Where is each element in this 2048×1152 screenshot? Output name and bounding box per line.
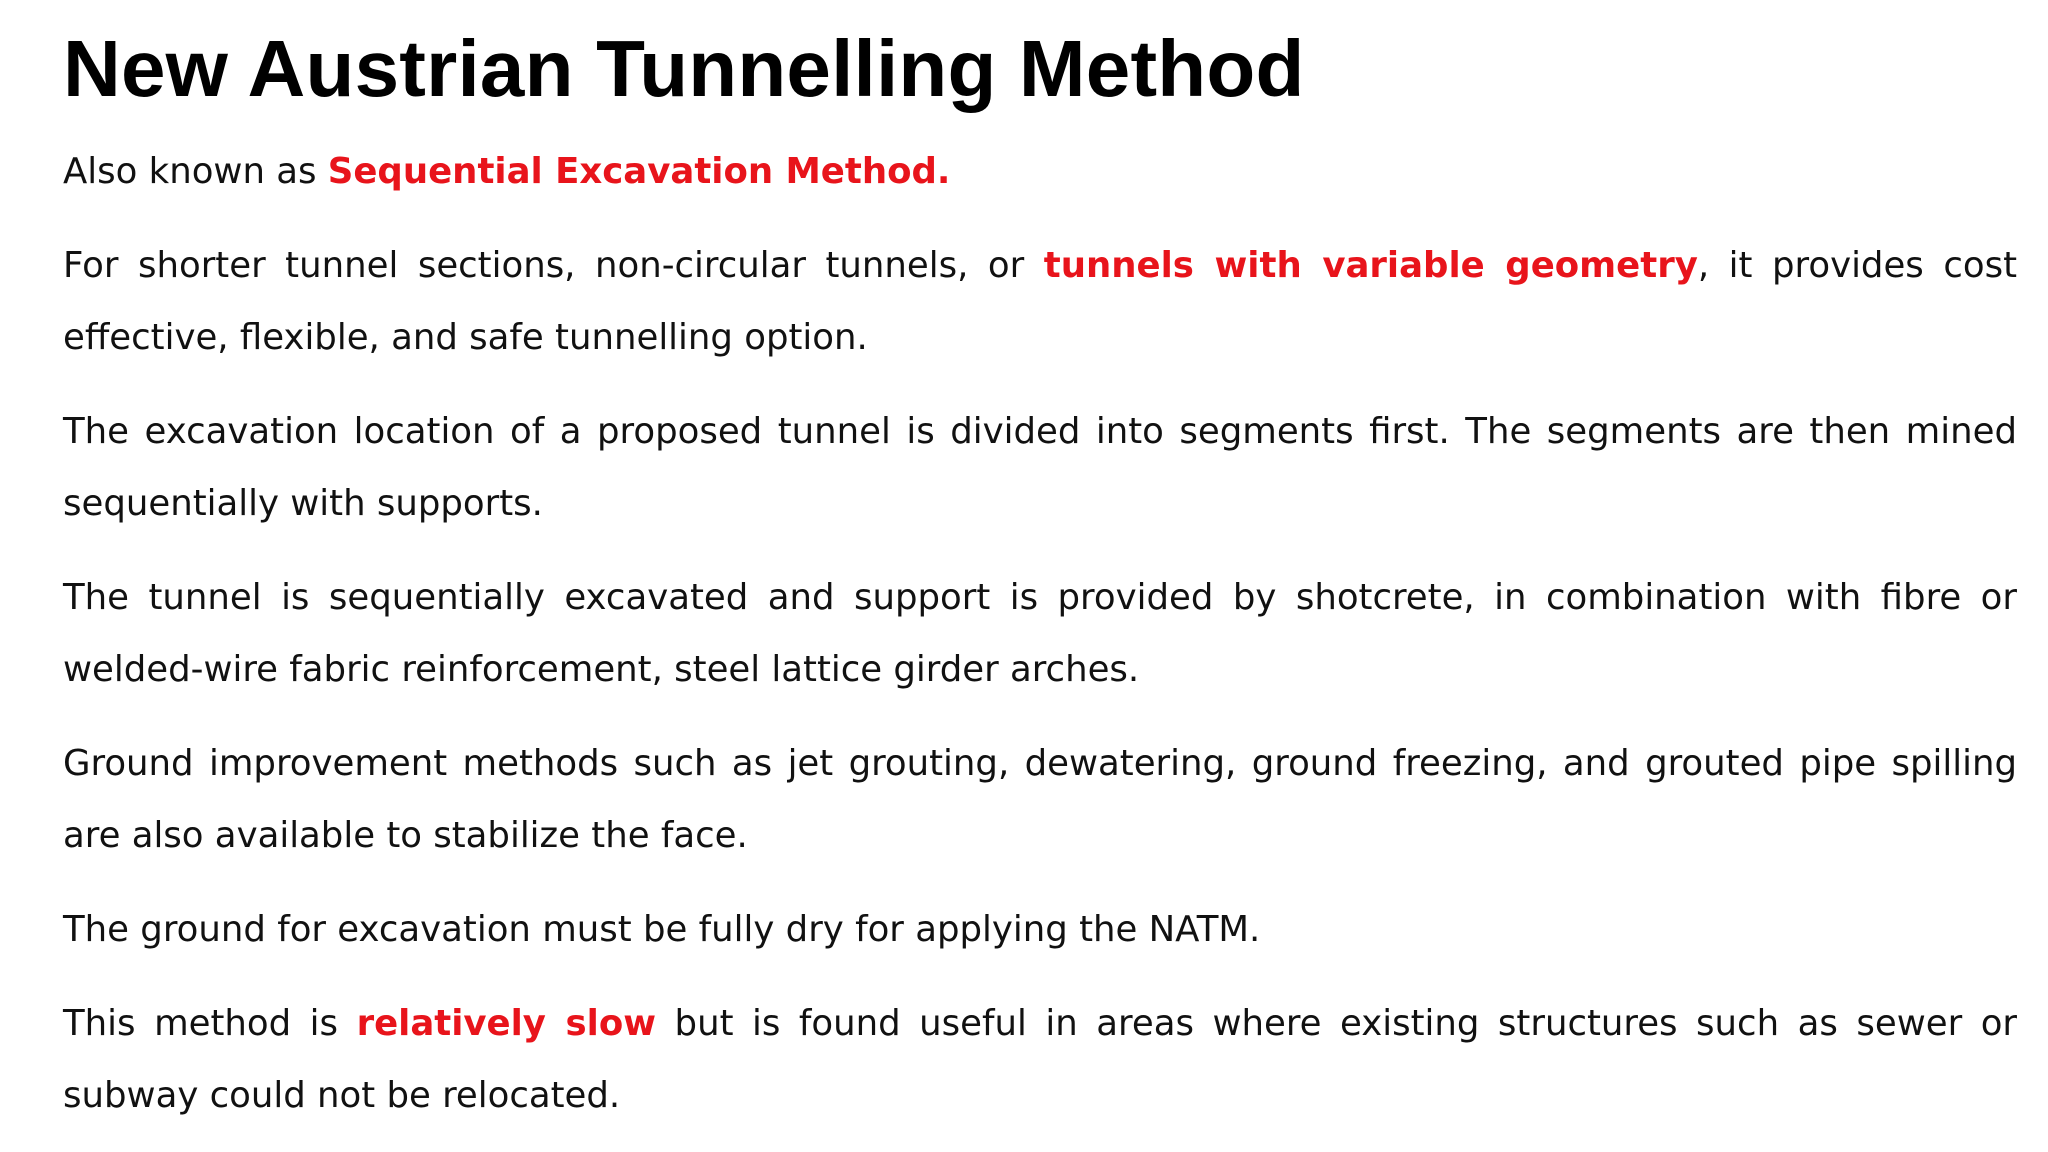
paragraph-dry-ground: The ground for excavation must be fully dry for applying the NATM. xyxy=(63,909,1261,950)
highlight-variable-geometry: tunnels with variable geometry xyxy=(1043,245,1698,286)
paragraph-ground-improvement: Ground improvement methods such as jet grouting, dewatering, ground freezing, and grouted pipe spilling are also available to stabilize the face. xyxy=(63,743,2017,856)
highlight-relatively-slow: relatively slow xyxy=(356,1003,657,1044)
paragraph-text: This method is xyxy=(63,1003,357,1044)
paragraph-relatively-slow xyxy=(63,988,2017,1132)
paragraph-shorter-tunnel-sections xyxy=(63,230,2017,374)
highlight-sequential-excavation-method: Sequential Excavation Method. xyxy=(327,151,951,192)
paragraph-support-shotcrete: The tunnel is sequentially excavated and support is provided by shotcrete, in combination with fibre or welded-wire fabric reinforcement, steel lattice girder arches. xyxy=(63,577,2017,690)
slide-title: New Austrian Tunnelling Method xyxy=(63,24,1305,113)
paragraph-text: Also known as xyxy=(63,151,328,192)
paragraph-text: but is found useful in areas where existing structures such as sewer or subway could not be relocated. xyxy=(63,1003,2018,1116)
paragraph-excavation-location: The excavation location of a proposed tunnel is divided into segments first. The segments are then mined sequentially with supports. xyxy=(63,411,2017,524)
paragraph-also-known-as xyxy=(63,136,2017,208)
paragraph-text: For shorter tunnel sections, non-circular tunnels, or xyxy=(63,245,1044,286)
paragraph-text: , it provides cost effective, flexible, and safe tunnelling option. xyxy=(63,245,2017,358)
